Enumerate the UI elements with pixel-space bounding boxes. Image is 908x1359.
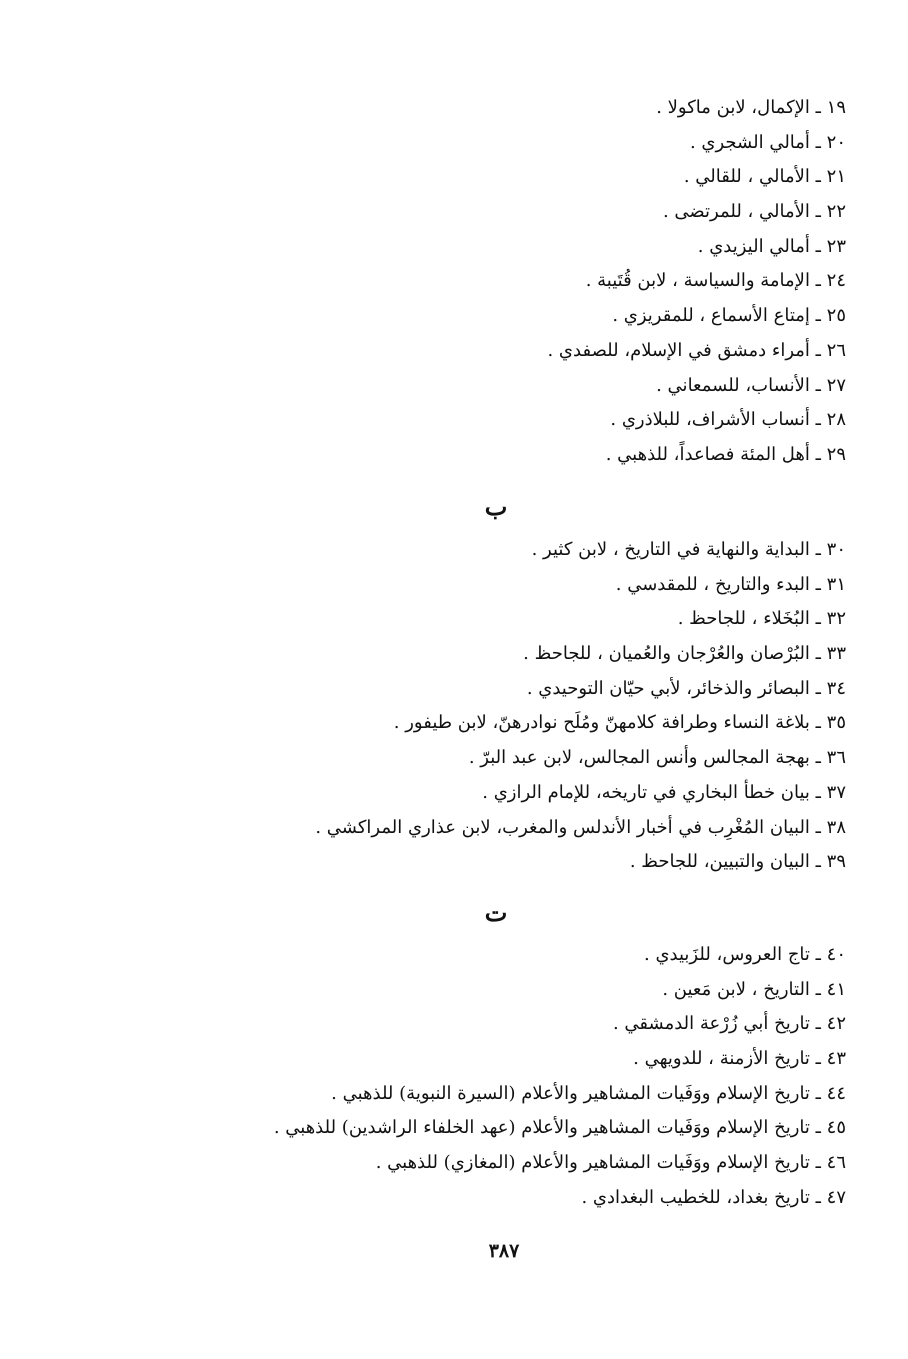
list-item: ٢٧ ـ الأنساب، للسمعاني . [656,374,846,396]
section-heading-ta [0,898,908,927]
list-item: ٤٣ ـ تاريخ الأزمنة ، للدويهي . [633,1048,846,1070]
list-item: ٢٤ ـ الإمامة والسياسة ، لابن قُتَيبة . [585,270,846,292]
list-item: ٣٣ ـ البُرْصان والعُرْجان والعُميان ، للجاحظ . [523,643,846,665]
list-item: ٢١ ـ الأمالي ، للقالي . [683,166,846,188]
list-item: ٢٩ ـ أهل المئة فصاعداً، للذهبي . [605,443,846,465]
list-item: ٢٠ ـ أمالي الشجري . [689,131,846,153]
list-item: ٣٧ ـ بيان خطأ البخاري في تاريخه، للإمام الرازي . [482,781,846,803]
list-item: ٣٨ ـ البيان المُغْرِب في أخبار الأندلس والمغرب، لابن عذاري المراكشي . [315,816,846,838]
list-item: ٤٢ ـ تاريخ أبي زُرْعة الدمشقي . [612,1013,846,1035]
list-item: ٤١ ـ التاريخ ، لابن مَعين . [662,978,846,1000]
page-number-label: ٣٨٧ [488,1240,520,1262]
list-item: ٢٢ ـ الأمالي ، للمرتضى . [662,201,846,223]
list-item: ٤٠ ـ تاج العروس، للزَبيدي . [644,944,846,965]
section-heading-ta-label: ت [484,898,508,927]
list-item: ٢٦ ـ أمراء دمشق في الإسلام، للصفدي . [547,339,846,361]
section-heading-ba-label: ب [484,492,508,521]
list-item: ٣١ ـ البدء والتاريخ ، للمقدسي . [615,573,846,595]
list-item: ٤٧ ـ تاريخ بغداد، للخطيب البغدادي . [581,1186,846,1208]
list-item: ٢٥ ـ إمتاع الأسماع ، للمقريزي . [612,305,846,327]
list-item: ٢٣ ـ أمالي اليزيدي . [697,235,846,257]
list-item: ٤٦ ـ تاريخ الإسلام ووَفَيات المشاهير والأعلام (المغازي) للذهبي . [375,1152,846,1174]
list-item: ٣٩ ـ البيان والتبيين، للجاحظ . [629,851,846,873]
list-item: ٣٥ ـ بلاغة النساء وطرافة كلامهنّ ومُلَح نوادرهنّ، لابن طيفور . [393,712,846,734]
list-item: ٣٢ ـ البُخَلاء ، للجاحظ . [677,608,846,630]
list-item: ٤٤ ـ تاريخ الإسلام ووَفَيات المشاهير والأعلام (السيرة النبوية) للذهبي . [331,1082,846,1104]
list-item: ٣٠ ـ البداية والنهاية في التاريخ ، لابن كثير . [531,539,846,560]
list-item: ٣٦ ـ بهجة المجالس وأنس المجالس، لابن عبد البرّ . [468,747,846,769]
section-ba-list [206,533,846,880]
section-alif-list [206,91,846,473]
list-item: ٢٨ ـ أنساب الأشراف، للبلاذري . [610,409,846,431]
section-heading-ba [0,492,908,521]
section-ta-list [206,938,846,1216]
page-number [0,1240,908,1262]
list-item: ٤٥ ـ تاريخ الإسلام ووَفَيات المشاهير والأعلام (عهد الخلفاء الراشدين) للذهبي . [273,1117,846,1139]
list-item: ٣٤ ـ البصائر والذخائر، لأبي حيّان التوحيدي . [526,677,846,699]
list-item: ١٩ ـ الإكمال، لابن ماكولا . [656,97,846,118]
